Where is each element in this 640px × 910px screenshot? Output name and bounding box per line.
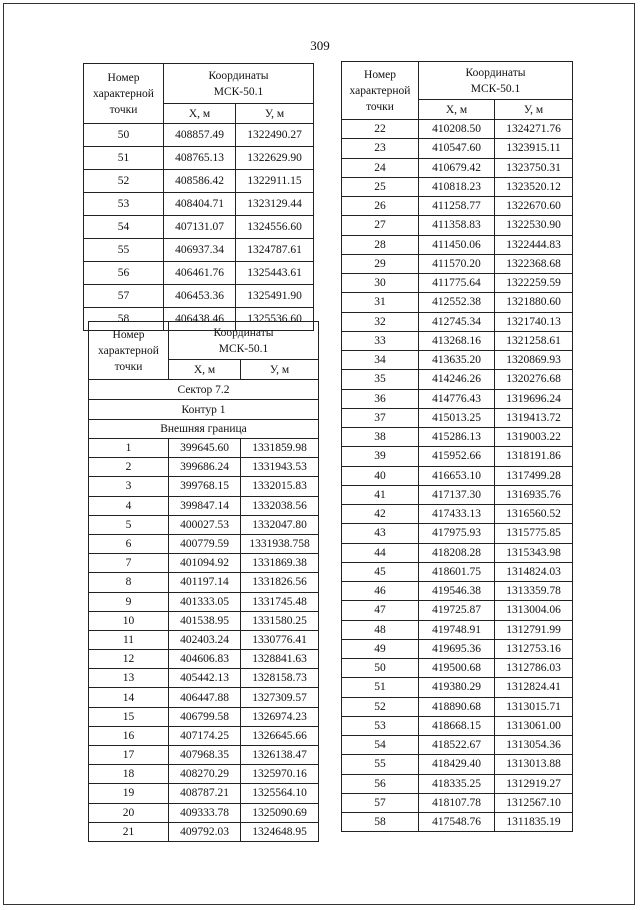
- table-row: [89, 669, 319, 688]
- table-row: [342, 139, 573, 158]
- y-coordinate-cell: 1331938.758: [241, 534, 319, 553]
- y-coordinate-cell: 1324787.61: [236, 239, 314, 262]
- table-row: [89, 592, 319, 611]
- table-row: [89, 822, 319, 841]
- y-coordinate-cell: 1326974.23: [241, 707, 319, 726]
- point-number-cell: 6: [89, 534, 169, 553]
- y-coordinate-cell: 1312753.16: [495, 639, 573, 658]
- point-number-cell: 17: [89, 746, 169, 765]
- y-coordinate-cell: 1332047.80: [241, 515, 319, 534]
- y-coordinate-cell: 1325491.90: [236, 285, 314, 308]
- table-row: [342, 408, 573, 427]
- coordinates-header: Координаты МСК-50.1: [419, 62, 573, 100]
- x-coordinate-cell: 402403.24: [169, 630, 241, 649]
- x-coordinate-cell: 418522.67: [419, 736, 495, 755]
- point-number-cell: 30: [342, 274, 419, 293]
- y-coordinate-cell: 1313004.06: [495, 601, 573, 620]
- x-coordinate-cell: 407174.25: [169, 726, 241, 745]
- x-coordinate-cell: 411775.64: [419, 274, 495, 293]
- table-row: [342, 620, 573, 639]
- y-coordinate-cell: 1316935.76: [495, 485, 573, 504]
- table-row: [89, 439, 319, 458]
- point-number-cell: 27: [342, 216, 419, 235]
- y-coordinate-cell: 1322368.68: [495, 254, 573, 273]
- table-row: [89, 707, 319, 726]
- x-coordinate-cell: 407131.07: [164, 216, 236, 239]
- x-coordinate-cell: 419748.91: [419, 620, 495, 639]
- point-number-cell: 42: [342, 505, 419, 524]
- y-coordinate-cell: 1326645.66: [241, 726, 319, 745]
- point-number-cell: 41: [342, 485, 419, 504]
- y-coordinate-cell: 1313054.36: [495, 736, 573, 755]
- y-coordinate-cell: 1324271.76: [495, 120, 573, 139]
- x-coordinate-cell: 418335.25: [419, 774, 495, 793]
- table-row: [342, 601, 573, 620]
- point-number-cell: 5: [89, 515, 169, 534]
- x-coordinate-cell: 401333.05: [169, 592, 241, 611]
- x-coordinate-cell: 406453.36: [164, 285, 236, 308]
- x-coordinate-cell: 419380.29: [419, 678, 495, 697]
- table-row: [342, 312, 573, 331]
- x-coordinate-cell: 415952.66: [419, 447, 495, 466]
- x-coordinate-cell: 399768.15: [169, 477, 241, 496]
- x-coordinate-cell: 411258.77: [419, 197, 495, 216]
- y-coordinate-cell: 1317499.28: [495, 466, 573, 485]
- point-number-cell: 21: [89, 822, 169, 841]
- point-number-cell: 24: [342, 158, 419, 177]
- table-row: [89, 554, 319, 573]
- table-row: [342, 697, 573, 716]
- point-number-cell: 54: [84, 216, 164, 239]
- boundary-row: Внешняя граница: [89, 420, 319, 439]
- point-number-header: Номер характерной точки: [342, 62, 419, 120]
- y-coordinate-cell: 1312919.27: [495, 774, 573, 793]
- point-number-cell: 36: [342, 389, 419, 408]
- x-coordinate-cell: 405442.13: [169, 669, 241, 688]
- table-row: [342, 447, 573, 466]
- x-coordinate-cell: 417433.13: [419, 505, 495, 524]
- table-row: [342, 466, 573, 485]
- table-row: [342, 274, 573, 293]
- table-row: [84, 193, 314, 216]
- y-coordinate-cell: 1324556.60: [236, 216, 314, 239]
- sector-row: Сектор 7.2: [89, 380, 319, 400]
- point-number-cell: 25: [342, 177, 419, 196]
- table-row: [89, 650, 319, 669]
- x-coordinate-cell: 411570.20: [419, 254, 495, 273]
- y-coordinate-cell: 1331869.38: [241, 554, 319, 573]
- y-coordinate-cell: 1325564.10: [241, 784, 319, 803]
- y-coordinate-cell: 1322911.15: [236, 170, 314, 193]
- y-coordinate-cell: 1322490.27: [236, 124, 314, 147]
- table-row: [342, 582, 573, 601]
- point-number-cell: 50: [84, 124, 164, 147]
- table-row: [84, 216, 314, 239]
- y-coordinate-cell: 1322629.90: [236, 147, 314, 170]
- y-coordinate-cell: 1323915.11: [495, 139, 573, 158]
- point-number-cell: 46: [342, 582, 419, 601]
- table-row: [84, 170, 314, 193]
- table-row: [89, 746, 319, 765]
- table-row: [342, 351, 573, 370]
- point-number-cell: 54: [342, 736, 419, 755]
- y-coordinate-cell: 1322530.90: [495, 216, 573, 235]
- table-row: [342, 505, 573, 524]
- table-row: [84, 124, 314, 147]
- table-row: [342, 197, 573, 216]
- y-coordinate-cell: 1318191.86: [495, 447, 573, 466]
- point-number-cell: 19: [89, 784, 169, 803]
- table-row: [342, 562, 573, 581]
- table-row: [342, 216, 573, 235]
- x-coordinate-cell: 411450.06: [419, 235, 495, 254]
- contour-row: Контур 1: [89, 400, 319, 420]
- x-coordinate-cell: 415286.13: [419, 428, 495, 447]
- point-number-cell: 58: [84, 308, 164, 331]
- point-number-cell: 44: [342, 543, 419, 562]
- x-coordinate-cell: 413268.16: [419, 331, 495, 350]
- point-number-cell: 31: [342, 293, 419, 312]
- table-row: [342, 389, 573, 408]
- point-number-cell: 48: [342, 620, 419, 639]
- y-header: У, м: [241, 360, 319, 380]
- y-coordinate-cell: 1331745.48: [241, 592, 319, 611]
- x-coordinate-cell: 406461.76: [164, 262, 236, 285]
- table-row: [89, 765, 319, 784]
- point-number-cell: 43: [342, 524, 419, 543]
- table-row: [89, 573, 319, 592]
- y-coordinate-cell: 1325090.69: [241, 803, 319, 822]
- point-number-cell: 49: [342, 639, 419, 658]
- y-header: У, м: [495, 100, 573, 120]
- y-coordinate-cell: 1325536.60: [236, 308, 314, 331]
- x-coordinate-cell: 412552.38: [419, 293, 495, 312]
- x-coordinate-cell: 418107.78: [419, 793, 495, 812]
- table-row: [342, 543, 573, 562]
- table-row: [89, 458, 319, 477]
- point-number-cell: 7: [89, 554, 169, 573]
- table-row: [89, 784, 319, 803]
- y-coordinate-cell: 1311835.19: [495, 813, 573, 832]
- x-coordinate-cell: 408765.13: [164, 147, 236, 170]
- x-header: X, м: [164, 104, 236, 124]
- table-row: [342, 716, 573, 735]
- point-number-cell: 57: [84, 285, 164, 308]
- y-coordinate-cell: 1313015.71: [495, 697, 573, 716]
- y-coordinate-cell: 1321880.60: [495, 293, 573, 312]
- y-coordinate-cell: 1321258.61: [495, 331, 573, 350]
- point-number-cell: 38: [342, 428, 419, 447]
- table-row: [342, 158, 573, 177]
- x-coordinate-cell: 401197.14: [169, 573, 241, 592]
- y-coordinate-cell: 1332038.56: [241, 496, 319, 515]
- point-number-cell: 14: [89, 688, 169, 707]
- y-coordinate-cell: 1315775.85: [495, 524, 573, 543]
- table-row: [89, 515, 319, 534]
- table-row: [84, 239, 314, 262]
- x-coordinate-cell: 415013.25: [419, 408, 495, 427]
- point-number-cell: 33: [342, 331, 419, 350]
- x-coordinate-cell: 418601.75: [419, 562, 495, 581]
- table-row: [342, 428, 573, 447]
- point-number-cell: 45: [342, 562, 419, 581]
- point-number-cell: 9: [89, 592, 169, 611]
- point-number-cell: 40: [342, 466, 419, 485]
- point-number-cell: 37: [342, 408, 419, 427]
- x-coordinate-cell: 414246.26: [419, 370, 495, 389]
- x-coordinate-cell: 409792.03: [169, 822, 241, 841]
- table-row: [342, 813, 573, 832]
- point-number-cell: 1: [89, 439, 169, 458]
- y-coordinate-cell: 1332015.83: [241, 477, 319, 496]
- table-row: [84, 285, 314, 308]
- point-number-cell: 32: [342, 312, 419, 331]
- y-coordinate-cell: 1319413.72: [495, 408, 573, 427]
- x-coordinate-cell: 406447.88: [169, 688, 241, 707]
- y-coordinate-cell: 1331580.25: [241, 611, 319, 630]
- table-row: [342, 120, 573, 139]
- point-number-cell: 39: [342, 447, 419, 466]
- y-coordinate-cell: 1323129.44: [236, 193, 314, 216]
- point-number-cell: 52: [84, 170, 164, 193]
- point-number-cell: 4: [89, 496, 169, 515]
- point-number-cell: 53: [342, 716, 419, 735]
- point-number-cell: 55: [84, 239, 164, 262]
- x-coordinate-cell: 410547.60: [419, 139, 495, 158]
- table-row: [342, 774, 573, 793]
- y-coordinate-cell: 1326138.47: [241, 746, 319, 765]
- table-row: [342, 736, 573, 755]
- point-number-cell: 56: [84, 262, 164, 285]
- point-number-cell: 57: [342, 793, 419, 812]
- coordinates-header: Координаты МСК-50.1: [169, 322, 319, 360]
- y-coordinate-cell: 1322444.83: [495, 235, 573, 254]
- point-number-cell: 53: [84, 193, 164, 216]
- y-coordinate-cell: 1312567.10: [495, 793, 573, 812]
- page-number: 309: [310, 38, 330, 53]
- x-coordinate-cell: 407968.35: [169, 746, 241, 765]
- table-row: [84, 262, 314, 285]
- table-row: [342, 370, 573, 389]
- table-row: [342, 524, 573, 543]
- y-coordinate-cell: 1313359.78: [495, 582, 573, 601]
- x-coordinate-cell: 417137.30: [419, 485, 495, 504]
- x-coordinate-cell: 408586.42: [164, 170, 236, 193]
- point-number-cell: 34: [342, 351, 419, 370]
- point-number-cell: 26: [342, 197, 419, 216]
- point-number-cell: 50: [342, 659, 419, 678]
- x-coordinate-cell: 400027.53: [169, 515, 241, 534]
- x-coordinate-cell: 409333.78: [169, 803, 241, 822]
- y-coordinate-cell: 1312786.03: [495, 659, 573, 678]
- table-row: [342, 678, 573, 697]
- coordinates-table-top-left: [83, 63, 314, 331]
- x-coordinate-cell: 406438.46: [164, 308, 236, 331]
- table-row: [342, 254, 573, 273]
- point-number-header: Номер характерной точки: [84, 64, 164, 124]
- y-coordinate-cell: 1312824.41: [495, 678, 573, 697]
- table-row: [89, 803, 319, 822]
- point-number-cell: 13: [89, 669, 169, 688]
- table-row: [342, 793, 573, 812]
- point-number-cell: 56: [342, 774, 419, 793]
- table-row: [342, 659, 573, 678]
- x-header: X, м: [169, 360, 241, 380]
- point-number-cell: 20: [89, 803, 169, 822]
- point-number-cell: 52: [342, 697, 419, 716]
- y-coordinate-cell: 1331826.56: [241, 573, 319, 592]
- coordinates-table-right: [341, 61, 573, 832]
- point-number-cell: 23: [342, 139, 419, 158]
- x-coordinate-cell: 400779.59: [169, 534, 241, 553]
- x-coordinate-cell: 410208.50: [419, 120, 495, 139]
- y-coordinate-cell: 1331859.98: [241, 439, 319, 458]
- y-coordinate-cell: 1322259.59: [495, 274, 573, 293]
- x-coordinate-cell: 401538.95: [169, 611, 241, 630]
- x-header: X, м: [419, 100, 495, 120]
- y-coordinate-cell: 1327309.57: [241, 688, 319, 707]
- point-number-header: Номер характерной точки: [89, 322, 169, 380]
- table-row: [89, 726, 319, 745]
- x-coordinate-cell: 419725.87: [419, 601, 495, 620]
- x-coordinate-cell: 404606.83: [169, 650, 241, 669]
- y-coordinate-cell: 1320869.93: [495, 351, 573, 370]
- point-number-cell: 55: [342, 755, 419, 774]
- y-coordinate-cell: 1325970.16: [241, 765, 319, 784]
- x-coordinate-cell: 408270.29: [169, 765, 241, 784]
- table-row: [342, 639, 573, 658]
- table-row: [342, 235, 573, 254]
- y-coordinate-cell: 1323750.31: [495, 158, 573, 177]
- x-coordinate-cell: 419546.38: [419, 582, 495, 601]
- y-coordinate-cell: 1313061.00: [495, 716, 573, 735]
- x-coordinate-cell: 410679.42: [419, 158, 495, 177]
- x-coordinate-cell: 418208.28: [419, 543, 495, 562]
- table-row: [89, 611, 319, 630]
- point-number-cell: 51: [84, 147, 164, 170]
- point-number-cell: 29: [342, 254, 419, 273]
- y-coordinate-cell: 1323520.12: [495, 177, 573, 196]
- point-number-cell: 22: [342, 120, 419, 139]
- y-coordinate-cell: 1325443.61: [236, 262, 314, 285]
- point-number-cell: 12: [89, 650, 169, 669]
- y-coordinate-cell: 1330776.41: [241, 630, 319, 649]
- point-number-cell: 11: [89, 630, 169, 649]
- x-coordinate-cell: 408857.49: [164, 124, 236, 147]
- coordinates-header: Координаты МСК-50.1: [164, 64, 314, 104]
- x-coordinate-cell: 419695.36: [419, 639, 495, 658]
- x-coordinate-cell: 416653.10: [419, 466, 495, 485]
- point-number-cell: 35: [342, 370, 419, 389]
- x-coordinate-cell: 408404.71: [164, 193, 236, 216]
- y-coordinate-cell: 1324648.95: [241, 822, 319, 841]
- y-coordinate-cell: 1328158.73: [241, 669, 319, 688]
- point-number-cell: 28: [342, 235, 419, 254]
- y-coordinate-cell: 1314824.03: [495, 562, 573, 581]
- x-coordinate-cell: 413635.20: [419, 351, 495, 370]
- x-coordinate-cell: 408787.21: [169, 784, 241, 803]
- table-row: [342, 177, 573, 196]
- x-coordinate-cell: 411358.83: [419, 216, 495, 235]
- y-coordinate-cell: 1319696.24: [495, 389, 573, 408]
- table-row: [342, 485, 573, 504]
- table-row: [89, 477, 319, 496]
- y-coordinate-cell: 1312791.99: [495, 620, 573, 639]
- x-coordinate-cell: 414776.43: [419, 389, 495, 408]
- table-row: [89, 496, 319, 515]
- table-row: [342, 293, 573, 312]
- point-number-cell: 10: [89, 611, 169, 630]
- table-row: [342, 331, 573, 350]
- point-number-cell: 8: [89, 573, 169, 592]
- x-coordinate-cell: 419500.68: [419, 659, 495, 678]
- x-coordinate-cell: 417548.76: [419, 813, 495, 832]
- x-coordinate-cell: 417975.93: [419, 524, 495, 543]
- x-coordinate-cell: 410818.23: [419, 177, 495, 196]
- x-coordinate-cell: 418429.40: [419, 755, 495, 774]
- point-number-cell: 2: [89, 458, 169, 477]
- y-coordinate-cell: 1331943.53: [241, 458, 319, 477]
- point-number-cell: 16: [89, 726, 169, 745]
- y-coordinate-cell: 1321740.13: [495, 312, 573, 331]
- point-number-cell: 3: [89, 477, 169, 496]
- point-number-cell: 18: [89, 765, 169, 784]
- table-row: [89, 688, 319, 707]
- x-coordinate-cell: 406799.58: [169, 707, 241, 726]
- point-number-cell: 51: [342, 678, 419, 697]
- x-coordinate-cell: 401094.92: [169, 554, 241, 573]
- y-coordinate-cell: 1320276.68: [495, 370, 573, 389]
- y-header: У, м: [236, 104, 314, 124]
- y-coordinate-cell: 1322670.60: [495, 197, 573, 216]
- x-coordinate-cell: 412745.34: [419, 312, 495, 331]
- y-coordinate-cell: 1319003.22: [495, 428, 573, 447]
- x-coordinate-cell: 399847.14: [169, 496, 241, 515]
- x-coordinate-cell: 418668.15: [419, 716, 495, 735]
- x-coordinate-cell: 418890.68: [419, 697, 495, 716]
- point-number-cell: 15: [89, 707, 169, 726]
- table-row: [342, 755, 573, 774]
- table-row: [89, 534, 319, 553]
- table-row: [89, 630, 319, 649]
- x-coordinate-cell: 406937.34: [164, 239, 236, 262]
- y-coordinate-cell: 1313013.88: [495, 755, 573, 774]
- x-coordinate-cell: 399686.24: [169, 458, 241, 477]
- point-number-cell: 58: [342, 813, 419, 832]
- y-coordinate-cell: 1316560.52: [495, 505, 573, 524]
- x-coordinate-cell: 399645.60: [169, 439, 241, 458]
- point-number-cell: 47: [342, 601, 419, 620]
- y-coordinate-cell: 1315343.98: [495, 543, 573, 562]
- y-coordinate-cell: 1328841.63: [241, 650, 319, 669]
- table-row: [84, 147, 314, 170]
- coordinates-table-bottom-left: [88, 321, 319, 842]
